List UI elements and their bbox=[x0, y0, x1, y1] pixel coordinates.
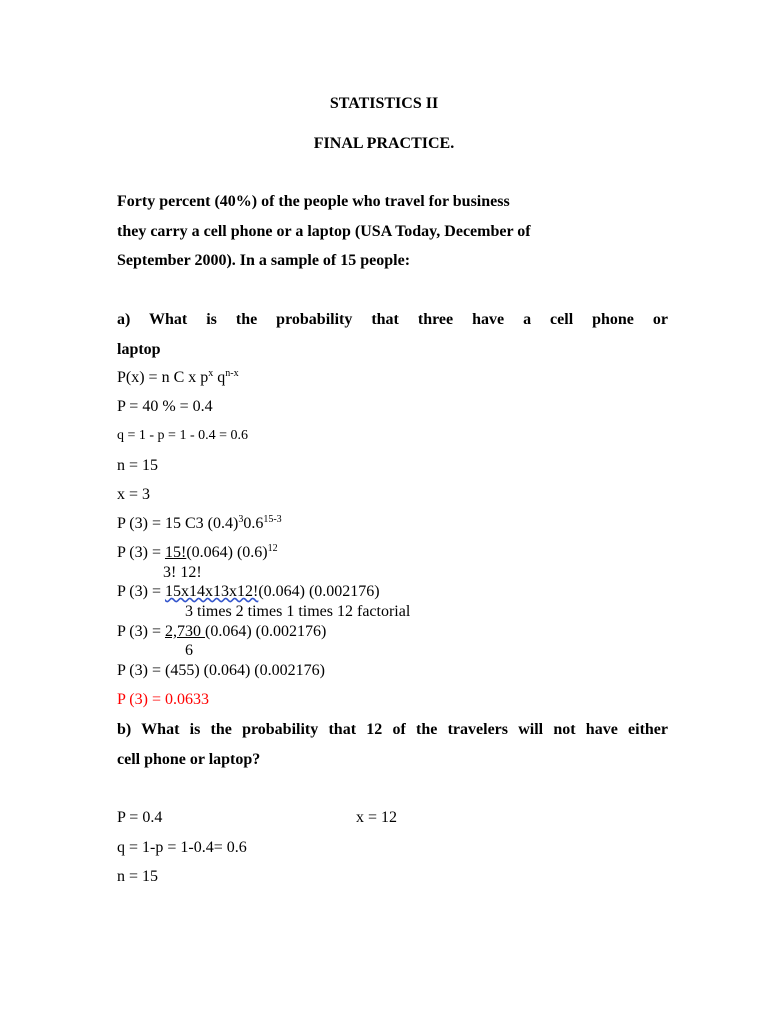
q-value-line: q = 1 - p = 1 - 0.4 = 0.6 bbox=[117, 428, 249, 443]
p-value-line: P = 40 % = 0.4 bbox=[117, 398, 213, 415]
part-a-question-line-2: laptop bbox=[117, 341, 161, 358]
calc-step-2: P (3) = 15!(0.064) $(0.6)^{12}$ bbox=[117, 543, 278, 561]
part-b-x-line: x = 12 bbox=[356, 809, 398, 826]
document-title: STATISTICS II bbox=[329, 95, 439, 112]
intro-line-2: they carry a cell phone or a laptop (USA Today, December of bbox=[117, 223, 531, 240]
calc-step-3-denominator: 3 times 2 times 1 times 12 factorial bbox=[185, 603, 411, 620]
part-b-question-line-1: b) What is the probability that 12 of the travelers will not have either bbox=[117, 721, 668, 738]
calc-step-2-denominator: 3! 12! bbox=[163, 564, 202, 581]
calc-step-1: P (3) = 15 C3 $(0.4)^30.6^{15-3}$ bbox=[117, 514, 282, 532]
calc-step-3: P (3) = 15x14x13x12!(0.064) (0.002176) bbox=[117, 583, 380, 600]
calc-step-5: P (3) = (455) (0.064) (0.002176) bbox=[117, 662, 325, 679]
part-a-answer: P (3) = 0.0633 bbox=[117, 691, 209, 708]
binomial-formula: P(x) = n C x $p^x$ $q^{n-x}$ bbox=[117, 368, 239, 386]
x-value-line: x = 3 bbox=[117, 486, 151, 503]
n-value-line: n = 15 bbox=[117, 457, 159, 474]
document-subtitle: FINAL PRACTICE. bbox=[313, 135, 455, 152]
calc-step-4: P (3) = 2,730 (0.064) (0.002176) bbox=[117, 623, 327, 640]
intro-line-1: Forty percent (40%) of the people who travel for business bbox=[117, 193, 510, 210]
part-b-question-line-2: cell phone or laptop? bbox=[117, 751, 261, 768]
part-b-p-line: P = 0.4 bbox=[117, 809, 163, 826]
calc-step-4-denominator: 6 bbox=[185, 642, 193, 659]
intro-line-3: September 2000). In a sample of 15 people: bbox=[117, 252, 411, 269]
part-b-q-line: q = 1-p = 1-0.4= 0.6 bbox=[117, 839, 247, 856]
part-b-n-line: n = 15 bbox=[117, 868, 159, 885]
part-a-question-line-1: a) What is the probability that three have a cell phone or bbox=[117, 311, 668, 328]
